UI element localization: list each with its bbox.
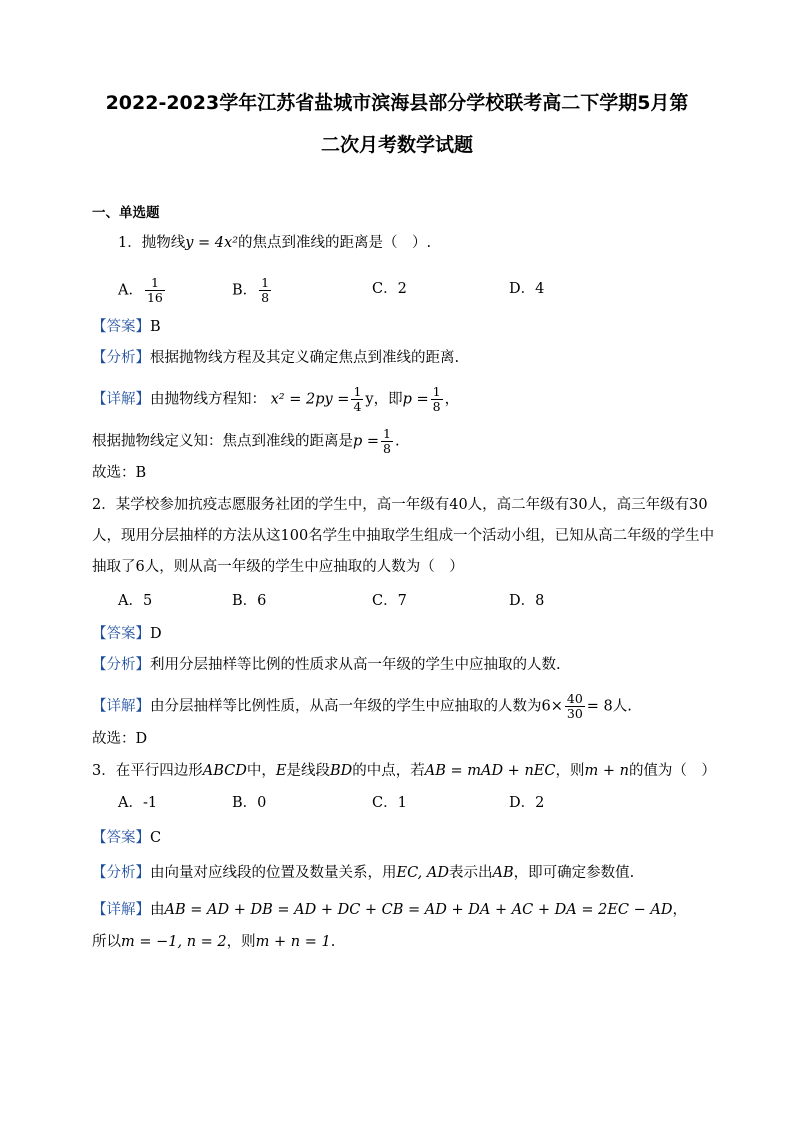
q3-option-a: A．-1 [118,795,158,811]
q1-detail [92,385,459,414]
q1-stem-b: 的焦点到准线的距离是（ ）. [238,235,432,251]
q2-stem-line-3: 抽取了6人，则从高一年级的学生中应抽取的人数为（ ） [92,559,464,575]
q1-option-d: D．4 [509,281,545,297]
q3-analysis-a: 由向量对应线段的位置及数量关系，用 [150,865,397,881]
q1-option-a-label: A． [118,282,143,299]
q3-analysis-tag: 【分析】 [92,865,150,881]
q3-stem-b: 中， [246,763,276,779]
q1-detail-p: p = [402,391,429,408]
q3-detail-tag: 【详解】 [92,902,150,918]
q3-stem-a: 3．在平行四边形 [92,763,203,779]
q3-analysis-b: 表示出 [448,865,493,881]
q1-line2-frac-num: 1 [383,426,391,441]
q1-option-c: C．2 [372,281,407,297]
q3-detail-a: 由 [150,902,165,918]
q2-analysis-text: 利用分层抽样等比例的性质求从高一年级的学生中应抽取的人数. [150,657,561,673]
q3-analysis-vec2: AB [492,865,514,881]
q3-analysis-vec: EC, AD [396,865,449,881]
q3-stem-bd: BD [329,763,353,779]
q1-choose: 故选：B [92,465,147,481]
q3-detail [92,900,687,920]
q3-stem-e2: ，则 [555,763,585,779]
q1-analysis-tag: 【分析】 [92,350,150,366]
q3-stem-f: 的值为（ ） [628,763,716,779]
q1-stem-a: 1．抛物线 [118,235,186,251]
q3-line2-formula: m = −1, n = 2 [121,934,227,950]
q2-analysis [92,655,561,675]
q2-choose: 故选：D [92,731,148,747]
q1-stem [118,233,431,253]
q1-line2-fraction [381,427,393,456]
q1-answer-value: B [150,319,161,335]
q1-option-b-num: 1 [261,275,270,290]
q1-option-b-label: B． [232,282,258,299]
q2-answer [92,624,162,644]
q2-answer-tag: 【答案】 [92,626,150,642]
q3-option-c: C．1 [372,795,407,811]
q3-line2-c: . [330,934,336,950]
q3-answer-value: C [150,830,162,846]
q2-detail-frac-num: 40 [566,691,583,706]
q3-analysis-c: ，即可确定参数值. [513,865,635,881]
q1-detail-frac2-den: 8 [432,399,441,414]
title-line-2: 二次月考数学试题 [320,134,473,156]
q3-answer-tag: 【答案】 [92,830,150,846]
q1-option-a-num: 1 [145,276,165,291]
q1-line2-frac-den: 8 [383,441,391,456]
q1-detail-formula: x² = 2py = [270,391,350,408]
q2-analysis-tag: 【分析】 [92,657,150,673]
q1-detail-frac-den: 4 [353,399,362,414]
q1-analysis [92,348,459,368]
q3-line2-formula-2: m + n = 1 [255,934,331,950]
q1-detail-frac2-num: 1 [432,384,441,399]
q3-answer [92,828,161,848]
q1-option-b-fraction [259,276,271,305]
q3-detail-b: ， [672,902,687,918]
q2-detail-a: 由分层抽样等比例性质，从高一年级的学生中应抽取的人数为 [150,698,542,715]
q2-detail [92,692,632,721]
q2-detail-formula-b: = 8人. [586,698,632,715]
q3-line2-a: 所以 [92,934,121,950]
q3-option-b: B．0 [232,795,267,811]
q1-line2-p: p = [353,433,380,450]
q3-stem-formula: AB = mAD + nEC [424,763,556,779]
q1-detail-b: y，即 [365,391,403,408]
q1-analysis-text: 根据抛物线方程及其定义确定焦点到准线的距离. [150,350,460,366]
q1-line2-a: 根据抛物线定义知：焦点到准线的距离是 [92,433,353,450]
section-heading: 一、单选题 [92,205,160,221]
q2-stem-line-1: 2．某学校参加抗疫志愿服务社团的学生中，高一年级有40人，高二年级有30人，高三年级有30 [92,497,708,513]
q3-option-d: D．2 [509,795,545,811]
q1-option-a [118,276,167,305]
title-line-1: 2022-2023学年江苏省盐城市滨海县部分学校联考高二下学期5月第 [105,92,689,114]
q1-answer-tag: 【答案】 [92,319,150,335]
q2-detail-tag: 【详解】 [92,698,150,715]
q3-detail-line2 [92,932,335,952]
q3-detail-formula: AB = AD + DB = AD + DC + CB = AD + DA + AC + DA = 2EC − AD [164,902,673,918]
q2-option-d: D．8 [509,593,545,609]
q2-detail-formula-a: 6× [541,698,563,715]
q1-option-b-den: 8 [261,290,270,305]
q3-stem [92,761,716,781]
q1-detail-fraction [351,385,363,414]
q2-detail-frac-den: 30 [566,706,583,721]
q2-answer-value: D [150,626,162,642]
q1-stem-formula: y = 4x² [185,235,239,251]
q1-option-a-den: 16 [146,290,163,305]
q3-line2-b: ，则 [226,934,256,950]
q2-option-c: C．7 [372,593,407,609]
q1-detail-tag: 【详解】 [92,391,150,408]
q3-analysis [92,863,634,883]
q3-stem-d: 的中点，若 [352,763,425,779]
q1-option-b [232,276,273,305]
q1-answer [92,317,161,337]
q3-stem-e: E [275,763,287,779]
q1-detail-c: ， [444,391,460,408]
q3-stem-mn: m + n [584,763,629,779]
q2-option-a: A．5 [118,593,153,609]
q3-stem-abcd: ABCD [202,763,247,779]
q1-detail-fraction-2 [431,385,443,414]
q1-option-a-fraction [145,276,165,305]
q1-detail-line2 [92,427,400,456]
q1-detail-a: 由抛物线方程知： [150,391,266,408]
q2-option-b: B．6 [232,593,267,609]
q3-stem-c: 是线段 [286,763,330,779]
q1-line2-b: . [395,433,400,450]
q2-detail-fraction [565,692,585,721]
q1-detail-frac-num: 1 [353,384,362,399]
q2-stem-line-2: 人，现用分层抽样的方法从这100名学生中抽取学生组成一个活动小组，已知从高二年级的学生中 [92,528,715,544]
